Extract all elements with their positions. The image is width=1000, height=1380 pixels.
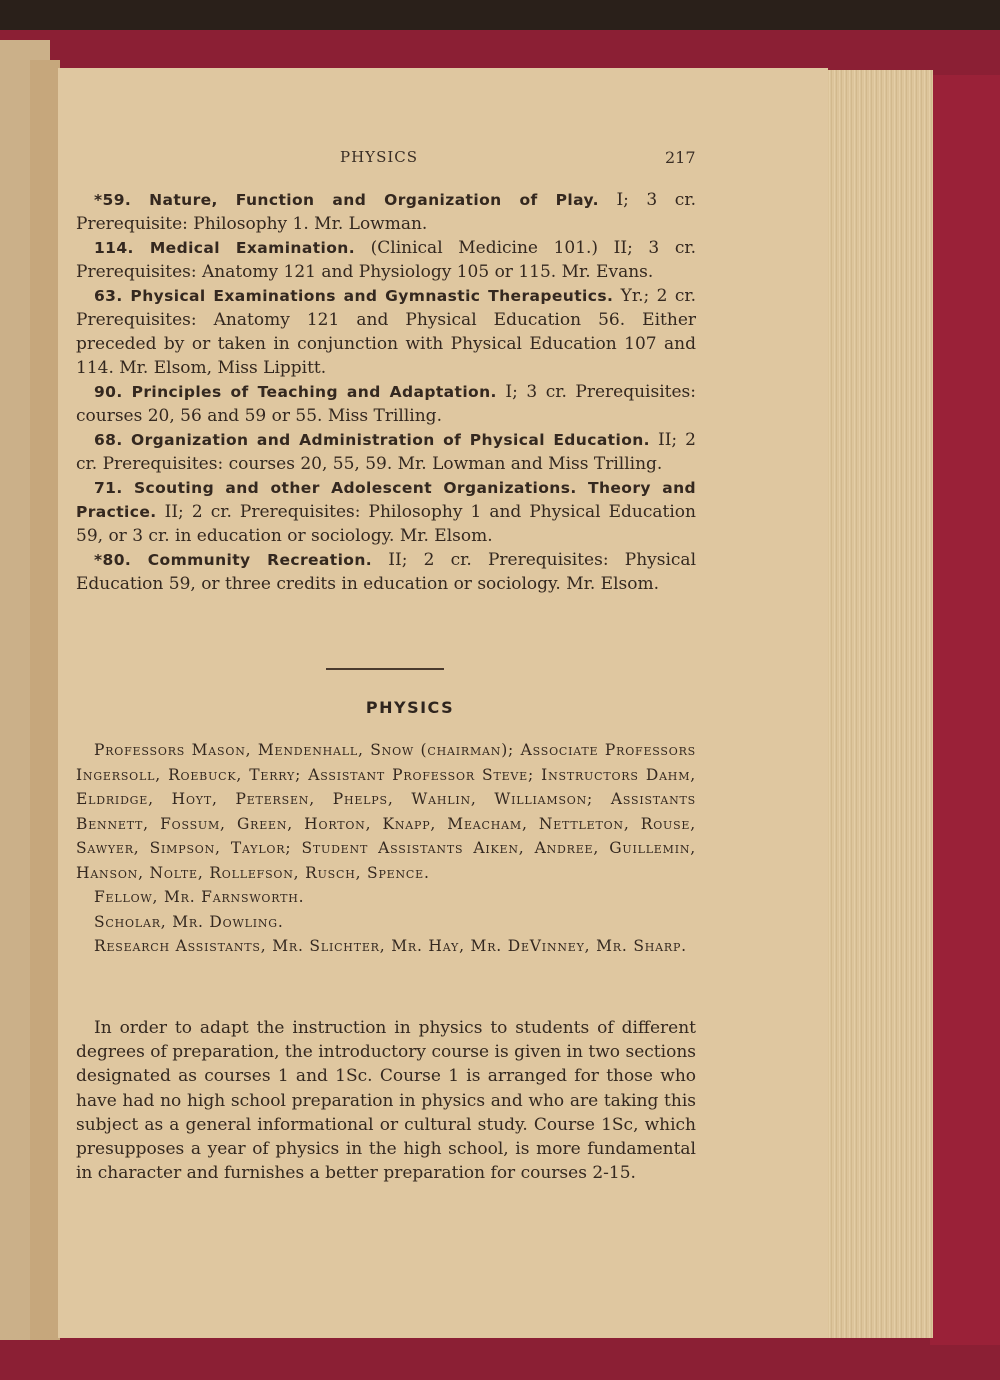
course-entry — [76, 380, 696, 428]
section-divider — [326, 668, 444, 670]
course-entry — [76, 548, 696, 596]
course-title: 63. Physical Examinations and Gymnastic Therapeutics. — [94, 287, 614, 305]
course-details: II; 2 cr. Prerequisites: courses 20, 55, 59. Mr. Lowman and Miss Trilling. — [76, 430, 696, 474]
course-title: 71. Scouting and other Adolescent Organizations. Theory and Practice. — [76, 479, 696, 521]
page-edges — [818, 70, 933, 1338]
book-cover-edge — [930, 75, 1000, 1345]
faculty-paragraph: Fellow, Mr. Farnsworth. — [94, 888, 305, 906]
course-title: *80. Community Recreation. — [94, 551, 373, 569]
running-header: PHYSICS — [340, 148, 419, 166]
section-title: PHYSICS — [365, 698, 455, 717]
course-details: II; 2 cr. Prerequisites: Philosophy 1 and Physical Education 59, or 3 cr. in education or sociology. Mr. Elsom. — [76, 502, 696, 546]
course-details: I; 3 cr. Prerequisites: courses 20, 56 and 59 or 55. Miss Trilling. — [76, 382, 696, 426]
course-title: 68. Organization and Administration of Physical Education. — [94, 431, 650, 449]
course-title: 114. Medical Examination. — [94, 239, 356, 257]
faculty-paragraph: Scholar, Mr. Dowling. — [94, 912, 284, 931]
course-details: II; 2 cr. Prerequisites: Physical Education 59, or three credits in education or sociology. Mr. Elsom. — [76, 550, 697, 594]
page-number: 217 — [665, 148, 696, 167]
course-entry — [76, 236, 696, 284]
course-entry — [76, 428, 696, 476]
intro-paragraph: In order to adapt the instruction in physics to students of different degrees of preparation, the introductory course is given in two sections designated as courses 1 and 1Sc. Course 1 is arranged for those who have had no high school preparation in physics and who are taking this subject as a general informational or cultural study. Course 1Sc, which presupposes a year of physics in the high school, is more fundamental in character and furnishes a better preparation for courses 2-15. — [76, 1018, 696, 1184]
faculty-paragraph: Professors Mason, Mendenhall, Snow (chairman); Associate Professors Ingersoll, Roebuck, Terry; Assistant Professor Steve; Instructors Dahm, Eldridge, Hoyt, Petersen, Phelps, Wahlin, Williamson; Assistants Bennett, Fossum, Green, Horton, Knapp, Meacham, Nettleton, Rouse, Sawyer, Simpson, Taylor; Student Assistants Aiken, Andree, Guillemin, Hanson, Nolte, Rollefson, Rusch, Spence. — [76, 741, 696, 882]
course-title: 90. Principles of Teaching and Adaptation. — [94, 383, 497, 401]
faculty-paragraph: Research Assistants, Mr. Slichter, Mr. Hay, Mr. DeVinney, Mr. Sharp. — [94, 937, 687, 955]
course-entry — [76, 188, 696, 236]
faculty-list — [76, 738, 696, 959]
course-details: Yr.; 2 cr. Prerequisites: Anatomy 121 and Physical Education 56. Either preceded by or taken in conjunction with Physical Education 107 and 114. Mr. Elsom, Miss Lippitt. — [76, 286, 697, 378]
course-details: I; 3 cr. Prerequisite: Philosophy 1. Mr. Lowman. — [76, 190, 696, 234]
course-details: (Clinical Medicine 101.) II; 3 cr. Prerequisites: Anatomy 121 and Physiology 105 or 115. Mr. Evans. — [76, 238, 697, 282]
course-entry — [76, 476, 696, 548]
left-page-gutter — [30, 60, 60, 1340]
course-entry — [76, 284, 696, 380]
course-list — [76, 188, 696, 596]
course-title: *59. Nature, Function and Organization of Play. — [94, 191, 599, 209]
